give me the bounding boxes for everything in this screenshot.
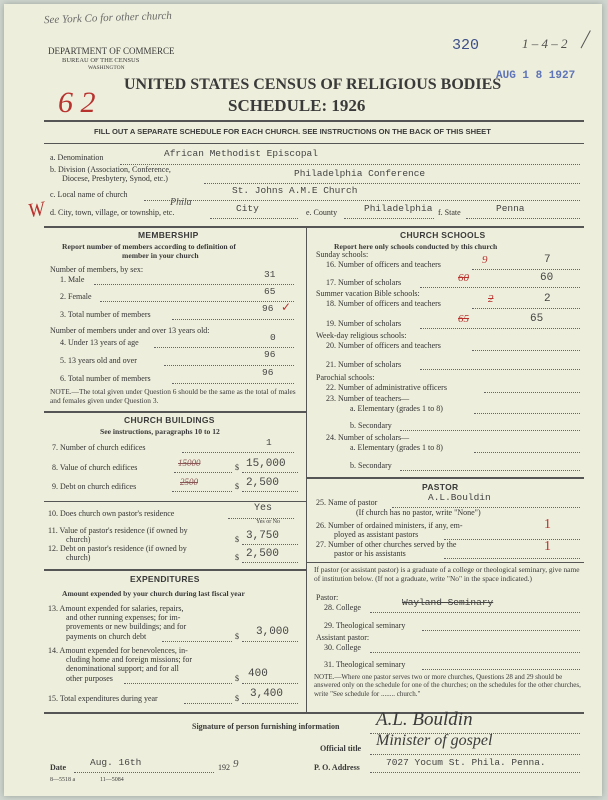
signature-label: Signature of person furnishing information	[192, 722, 340, 731]
church-name-label: c. Local name of church	[50, 190, 128, 199]
q25-value: A.L.Bouldin	[428, 492, 491, 503]
q30-line	[370, 652, 580, 653]
q31-line	[422, 669, 580, 670]
q11-label-2: church)	[66, 535, 91, 544]
q24-label: 24. Number of scholars—	[326, 433, 410, 442]
q2-label: 2. Female	[60, 292, 92, 301]
q27-line	[444, 558, 580, 559]
q19-value: 65	[530, 313, 544, 325]
q19-label: 19. Number of scholars	[326, 319, 402, 328]
q13-label-1: 13. Amount expended for salaries, repairs,	[48, 604, 184, 613]
q26-label-2: ployed as assistant pastors	[334, 530, 419, 539]
q16-line	[472, 269, 580, 270]
q23-label: 23. Number of teachers—	[326, 394, 410, 403]
denomination-line	[120, 164, 580, 165]
form-subtitle: SCHEDULE: 1926	[228, 96, 366, 115]
q7-line	[182, 452, 294, 453]
q31-label: 31. Theological seminary	[324, 660, 406, 669]
census-schedule-sheet	[4, 4, 602, 796]
q9-struck-value: 2500	[180, 477, 198, 487]
expenditures-intro: Amount expended by your church during last fiscal year	[62, 589, 245, 598]
q10-hint: Yes or No	[256, 519, 281, 525]
address-line	[370, 772, 580, 773]
q14-label-3: denominational support; and for all	[66, 664, 179, 673]
assistant-sub-label: Assistant pastor:	[316, 633, 370, 642]
year-value: 9	[233, 758, 239, 770]
q25-hint: (If church has no pastor, write "None")	[356, 508, 481, 517]
q15-dollar: $	[235, 694, 239, 703]
q13-value: 3,000	[256, 626, 290, 638]
denomination-value: African Methodist Episcopal	[164, 148, 318, 159]
stamp-number: 320	[452, 37, 480, 54]
q12-dollar: $	[235, 553, 239, 562]
instruction-line: FILL OUT A SEPARATE SCHEDULE FOR EACH CHURCH. SEE INSTRUCTIONS ON THE BACK OF THIS SHEET	[94, 127, 491, 136]
dept-line-1: DEPARTMENT OF COMMERCE	[48, 46, 175, 56]
q11-dollar: $	[235, 535, 239, 544]
handwritten-top-note: See York Co for other church	[43, 9, 172, 27]
q3-label: 3. Total number of members	[60, 310, 151, 319]
q21-label: 21. Number of scholars	[326, 360, 402, 369]
q5-label: 5. 13 years old and over	[60, 356, 137, 365]
q18-pen-value: 2	[488, 293, 494, 305]
q19-line	[420, 328, 580, 329]
membership-intro-2: member in your church	[122, 251, 199, 260]
q29-label: 29. Theological seminary	[324, 621, 406, 630]
q26-label-1: 26. Number of ordained ministers, if any, em-	[316, 521, 463, 530]
q14-dollar: $	[235, 674, 239, 683]
pastor-note: NOTE.—Where one pastor serves two or more churches, Questions 28 and 29 should be answered only on the schedule for one of the churches; on the schedules for the other churches, write "See schedule for ........ church."	[314, 673, 581, 698]
membership-heading: MEMBERSHIP	[138, 230, 199, 240]
denomination-label: a. Denomination	[50, 153, 104, 162]
q4-value: 0	[270, 332, 276, 343]
expenditures-top-rule	[44, 569, 306, 571]
q19-pen-value: 65	[458, 313, 469, 325]
q15-line	[184, 703, 232, 704]
signature-value: A.L. Bouldin	[376, 709, 473, 730]
q23a-label: a. Elementary (grades 1 to 8)	[350, 404, 443, 413]
q20-label: 20. Number of officers and teachers	[326, 341, 441, 350]
membership-intro-1: Report number of members according to definition of	[62, 242, 236, 251]
q4-label: 4. Under 13 years of age	[60, 338, 139, 347]
graduate-note: If pastor (or assistant pastor) is a graduate of a college or theological seminary, give name of institution below. (If not a graduate, write "No" in the space indicated.)	[314, 565, 580, 583]
q26-line	[444, 539, 580, 540]
q24b-line	[400, 470, 580, 471]
q17-label: 17. Number of scholars	[326, 278, 402, 287]
q16-pen-value: 9	[482, 254, 488, 266]
dept-line-3: WASHINGTON	[88, 65, 125, 71]
q16-value: 7	[544, 254, 551, 266]
q13-label-4: payments on church debt	[66, 632, 147, 641]
q14-value: 400	[248, 668, 268, 680]
q22-line	[484, 392, 580, 393]
q1-line	[94, 284, 294, 285]
county-label: e. County	[306, 208, 338, 217]
date-line	[74, 772, 214, 773]
instruction-rule	[44, 143, 584, 144]
buildings-intro: See instructions, paragraphs 10 to 12	[100, 427, 220, 436]
q28-value: Wayland Seminary	[402, 597, 494, 608]
sunday-label: Sunday schools:	[316, 250, 369, 259]
q13-label-2: and other running expenses; for im-	[66, 613, 181, 622]
city-pen-note: Phila	[170, 197, 192, 208]
q9-label: 9. Debt on church edifices	[52, 482, 137, 491]
by-sex-label: Number of members, by sex:	[50, 265, 144, 274]
q21-line	[420, 369, 580, 370]
q17-line	[420, 287, 580, 288]
q13-dollar: $	[235, 632, 239, 641]
q8-value: 15,000	[246, 458, 286, 470]
official-title-label: Official title	[320, 744, 362, 753]
q14-amount-line	[242, 683, 298, 684]
q8-line	[174, 472, 232, 473]
q11-value: 3,750	[246, 530, 280, 542]
division-label-1: b. Division (Association, Conference,	[50, 165, 171, 174]
q15-amount-line	[242, 703, 298, 704]
q18-value: 2	[544, 293, 551, 305]
summer-label: Summer vacation Bible schools:	[316, 289, 420, 298]
q17-value: 60	[540, 272, 554, 284]
q29-line	[422, 630, 580, 631]
q8-struck-value: 15000	[178, 458, 201, 468]
q13-amount-line	[242, 641, 298, 642]
q30-label: 30. College	[324, 643, 361, 652]
q9-amount-line	[242, 491, 298, 492]
q8-dollar: $	[235, 463, 239, 472]
q23a-line	[474, 413, 580, 414]
q24b-label: b. Secondary	[350, 461, 392, 470]
q12-label-2: church)	[66, 553, 91, 562]
top-right-note: 1 – 4 – 2	[522, 36, 568, 51]
q6-value: 96	[262, 367, 274, 378]
q10-value: Yes	[254, 503, 273, 514]
received-stamp: AUG 1 8 1927	[496, 70, 576, 82]
form-number-1: 8—5518 a	[50, 777, 76, 783]
check-mark-icon	[568, 24, 591, 49]
state-label: f. State	[438, 208, 461, 217]
date-value: Aug. 16th	[90, 757, 142, 768]
grad-top-rule	[306, 562, 584, 563]
q23b-label: b. Secondary	[350, 421, 392, 430]
q6-label: 6. Total number of members	[60, 374, 151, 383]
q10-label: 10. Does church own pastor's residence	[48, 509, 175, 518]
date-label: Date	[50, 763, 66, 772]
q3-check-icon: ✓	[281, 300, 292, 314]
q22-label: 22. Number of administrative officers	[326, 383, 447, 392]
q3-value: 96	[262, 303, 274, 314]
address-value: 7027 Yocum St. Phila. Penna.	[386, 757, 546, 768]
city-line	[210, 218, 298, 219]
state-value: Penna	[496, 203, 525, 214]
membership-note: NOTE.—The total given under Question 6 should be the same as the total of males and females given under Question 3.	[50, 387, 296, 405]
year-prefix: 192	[218, 763, 230, 772]
q2-line	[100, 301, 294, 302]
column-divider	[306, 226, 307, 712]
q13-line	[162, 641, 232, 642]
q25-label: 25. Name of pastor	[316, 498, 378, 507]
q12-value: 2,500	[246, 548, 280, 560]
q26-value: 1	[544, 517, 551, 532]
church-name-line	[144, 200, 580, 201]
q9-line	[172, 491, 232, 492]
weekday-label: Week-day religious schools:	[316, 331, 407, 340]
buildings-mid-rule	[44, 501, 306, 502]
section-top-rule	[44, 226, 584, 228]
official-title-value: Minister of gospel	[376, 732, 493, 749]
form-title: UNITED STATES CENSUS OF RELIGIOUS BODIES	[124, 76, 502, 93]
official-title-line	[370, 754, 580, 755]
q7-label: 7. Number of church edifices	[52, 443, 146, 452]
q27-label-1: 27. Number of other churches served by the	[316, 540, 457, 549]
q1-value: 31	[264, 269, 276, 280]
q12-label-1: 12. Debt on pastor's residence (if owned by	[48, 544, 187, 553]
q13-label-3: provements or new buildings; and for	[66, 622, 187, 631]
q4-line	[154, 347, 294, 348]
q6-line	[172, 383, 294, 384]
division-value: Philadelphia Conference	[294, 168, 426, 179]
q14-label-4: other purposes	[66, 674, 113, 683]
pastor-sub-label: Pastor:	[316, 593, 339, 602]
q15-value: 3,400	[250, 688, 284, 700]
expenditures-heading: EXPENDITURES	[130, 574, 200, 584]
q8-amount-line	[242, 472, 298, 473]
q7-value: 1	[266, 437, 272, 448]
q16-label: 16. Number of officers and teachers	[326, 260, 441, 269]
q14-label-1: 14. Amount expended for benevolences, in-	[48, 646, 188, 655]
q24a-label: a. Elementary (grades 1 to 8)	[350, 443, 443, 452]
address-label: P. O. Address	[314, 763, 360, 772]
q20-line	[472, 350, 580, 351]
q14-label-2: cluding home and foreign missions; for	[66, 655, 192, 664]
q14-line	[124, 683, 232, 684]
q28-label: 28. College	[324, 603, 361, 612]
county-line	[344, 218, 434, 219]
division-label-2: Diocese, Presbytery, Synod, etc.)	[62, 174, 168, 183]
q27-value: 1	[544, 539, 551, 554]
q11-label-1: 11. Value of pastor's residence (if owned by	[48, 526, 188, 535]
parochial-label: Parochial schools:	[316, 373, 375, 382]
q18-line	[472, 308, 580, 309]
schools-intro: Report here only schools conducted by this church	[334, 242, 498, 251]
q2-value: 65	[264, 286, 276, 297]
state-line	[466, 218, 580, 219]
q1-label: 1. Male	[60, 275, 85, 284]
buildings-heading: CHURCH BUILDINGS	[124, 415, 215, 425]
q24a-line	[474, 452, 580, 453]
q12-amount-line	[242, 562, 298, 563]
header-rule	[44, 120, 584, 122]
county-value: Philadelphia	[364, 203, 433, 214]
buildings-top-rule	[44, 411, 306, 413]
q9-value: 2,500	[246, 477, 280, 489]
big-red-number: 6 2	[58, 86, 96, 119]
pastor-top-rule	[306, 477, 584, 479]
margin-mark: W	[26, 197, 47, 223]
city-value: City	[236, 203, 259, 214]
q5-line	[164, 365, 294, 366]
footer-top-rule	[44, 712, 584, 714]
pastor-heading: PASTOR	[422, 482, 459, 492]
q27-label-2: pastor or his assistants	[334, 549, 406, 558]
q23b-line	[400, 430, 580, 431]
q28-line	[370, 612, 580, 613]
q8-label: 8. Value of church edifices	[52, 463, 138, 472]
q15-label: 15. Total expenditures during year	[48, 694, 158, 703]
dept-line-2: BUREAU OF THE CENSUS	[62, 57, 140, 64]
schools-heading: CHURCH SCHOOLS	[400, 230, 486, 240]
q3-line	[172, 319, 294, 320]
q5-value: 96	[264, 349, 276, 360]
q18-label: 18. Number of officers and teachers	[326, 299, 441, 308]
q11-amount-line	[242, 544, 298, 545]
form-number-2: 11—5084	[100, 777, 124, 783]
q17-pen-value: 60	[458, 272, 469, 284]
age-line-label: Number of members under and over 13 years old:	[50, 326, 210, 335]
city-label: d. City, town, village, or township, etc.	[50, 208, 175, 217]
q9-dollar: $	[235, 482, 239, 491]
church-name-value: St. Johns A.M.E Church	[232, 185, 358, 196]
division-line	[204, 183, 580, 184]
